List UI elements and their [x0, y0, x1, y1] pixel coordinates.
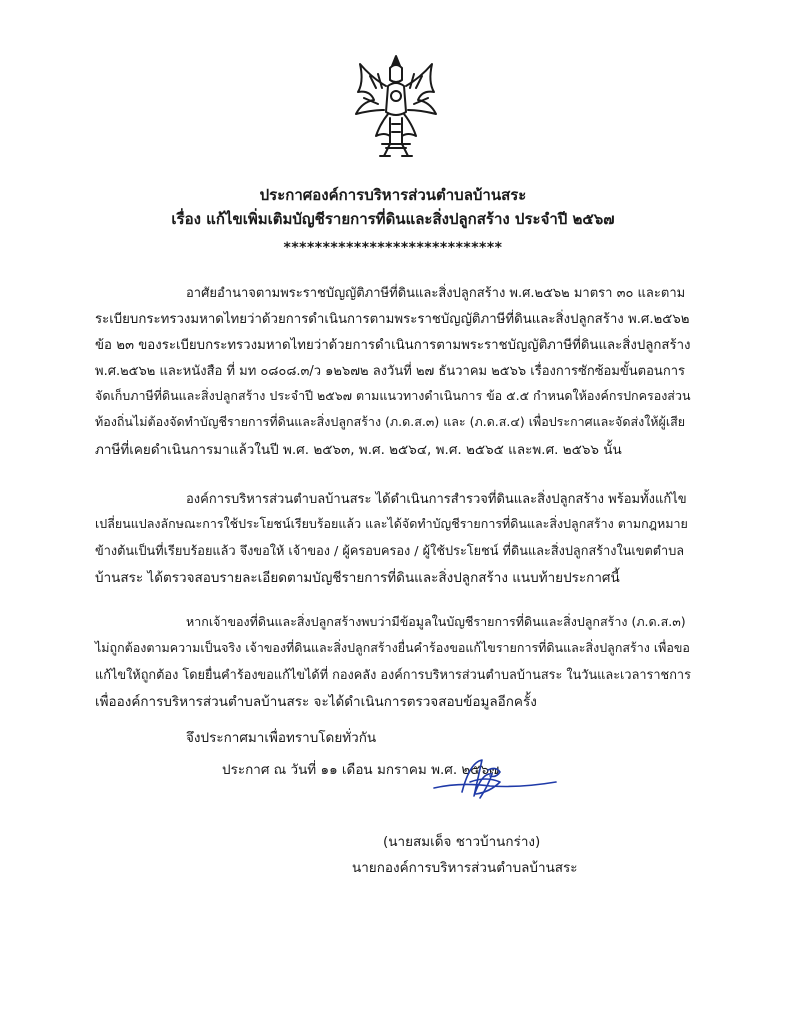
signatory-name: (นายสมเด็จ ชาวบ้านกร่าง) — [383, 834, 541, 850]
paragraph-2-line: ข้างต้นเป็นที่เรียบร้อยแล้ว จึงขอให้ เจ้าของ / ผู้ครอบครอง / ผู้ใช้ประโยชน์ ที่ดินและสิ่งปลูกสร้างในเขตตำบล — [95, 544, 685, 559]
paragraph-2-line: องค์การบริหารส่วนตำบลบ้านสระ ได้ดำเนินการสำรวจที่ดินและสิ่งปลูกสร้าง พร้อมทั้งแก้ไข — [186, 492, 687, 507]
paragraph-1-line: จัดเก็บภาษีที่ดินและสิ่งปลูกสร้าง ประจำปี ๒๕๖๗ ตามแนวทางดำเนินการ ข้อ ๕.๕ กำหนดให้องค์กรปกครองส่วน — [95, 388, 691, 403]
announcement-title: ประกาศองค์การบริหารส่วนตำบลบ้านสระ — [259, 186, 527, 204]
paragraph-3-line: เพื่อองค์การบริหารส่วนตำบลบ้านสระ จะได้ดำเนินการตรวจสอบข้อมูลอีกครั้ง — [95, 694, 537, 710]
paragraph-1-line: ท้องถิ่นไม่ต้องจัดทำบัญชีรายการที่ดินและสิ่งปลูกสร้าง (ภ.ด.ส.๓) และ (ภ.ด.ส.๔) เพื่อประกาศและจัดส่งให้ผู้เสีย — [95, 414, 686, 429]
signatory-position: นายกองค์การบริหารส่วนตำบลบ้านสระ — [352, 860, 578, 876]
paragraph-1-line: ระเบียบกระทรวงมหาดไทยว่าด้วยการดำเนินการตามพระราชบัญญัติภาษีที่ดินและสิ่งปลูกสร้าง พ.ศ.๒๕๖๒ — [95, 312, 690, 327]
paragraph-3-line: หากเจ้าของที่ดินและสิ่งปลูกสร้างพบว่ามีข้อมูลในบัญชีรายการที่ดินและสิ่งปลูกสร้าง (ภ.ด.ส.๓) — [186, 614, 686, 629]
paragraph-1-line: อาศัยอำนาจตามพระราชบัญญัติภาษีที่ดินและสิ่งปลูกสร้าง พ.ศ.๒๕๖๒ มาตรา ๓๐ และตาม — [186, 286, 686, 301]
announcement-subject: เรื่อง แก้ไขเพิ่มเติมบัญชีรายการที่ดินและสิ่งปลูกสร้าง ประจำปี ๒๕๖๗ — [171, 210, 615, 228]
paragraph-1-line: พ.ศ.๒๕๖๒ และหนังสือ ที่ มท ๐๘๐๘.๓/ว ๑๒๖๗๒ ลงวันที่ ๒๗ ธันวาคม ๒๕๖๖ เรื่องการซักซ้อมขั้นตอนการ — [95, 364, 685, 379]
paragraph-1-line: ภาษีที่เคยดำเนินการมาแล้วในปี พ.ศ. ๒๕๖๓, พ.ศ. ๒๕๖๔, พ.ศ. ๒๕๖๕ และพ.ศ. ๒๕๖๖ นั้น — [95, 442, 622, 458]
announcement-date: ประกาศ ณ วันที่ ๑๑ เดือน มกราคม พ.ศ. ๒๕๖๗ — [222, 762, 500, 778]
paragraph-1-line: ข้อ ๒๓ ของระเบียบกระทรวงมหาดไทยว่าด้วยการดำเนินการตามพระราชบัญญัติภาษีที่ดินและสิ่งปลูกสร้าง — [95, 338, 691, 353]
garuda-emblem-icon — [350, 52, 442, 164]
paragraph-2-line: บ้านสระ ได้ตรวจสอบรายละเอียดตามบัญชีรายการที่ดินและสิ่งปลูกสร้าง แนบท้ายประกาศนี้ — [95, 570, 620, 586]
signature-image — [430, 752, 560, 812]
paragraph-3-line: ไม่ถูกต้องตามความเป็นจริง เจ้าของที่ดินและสิ่งปลูกสร้างยื่นคำร้องขอแก้ไขรายการที่ดินและสิ่งปลูกสร้าง เพื่อขอ — [95, 640, 690, 655]
paragraph-3-line: แก้ไขให้ถูกต้อง โดยยื่นคำร้องขอแก้ไขได้ที่ กองคลัง องค์การบริหารส่วนตำบลบ้านสระ ในวันและเวลาราชการ — [95, 668, 691, 683]
separator-line: **************************** — [283, 240, 503, 256]
paragraph-2-line: เปลี่ยนแปลงลักษณะการใช้ประโยชน์เรียบร้อยแล้ว และได้จัดทำบัญชีรายการที่ดินและสิ่งปลูกสร้าง ตามกฎหมาย — [95, 516, 688, 531]
closing-line: จึงประกาศมาเพื่อทราบโดยทั่วกัน — [186, 730, 377, 746]
